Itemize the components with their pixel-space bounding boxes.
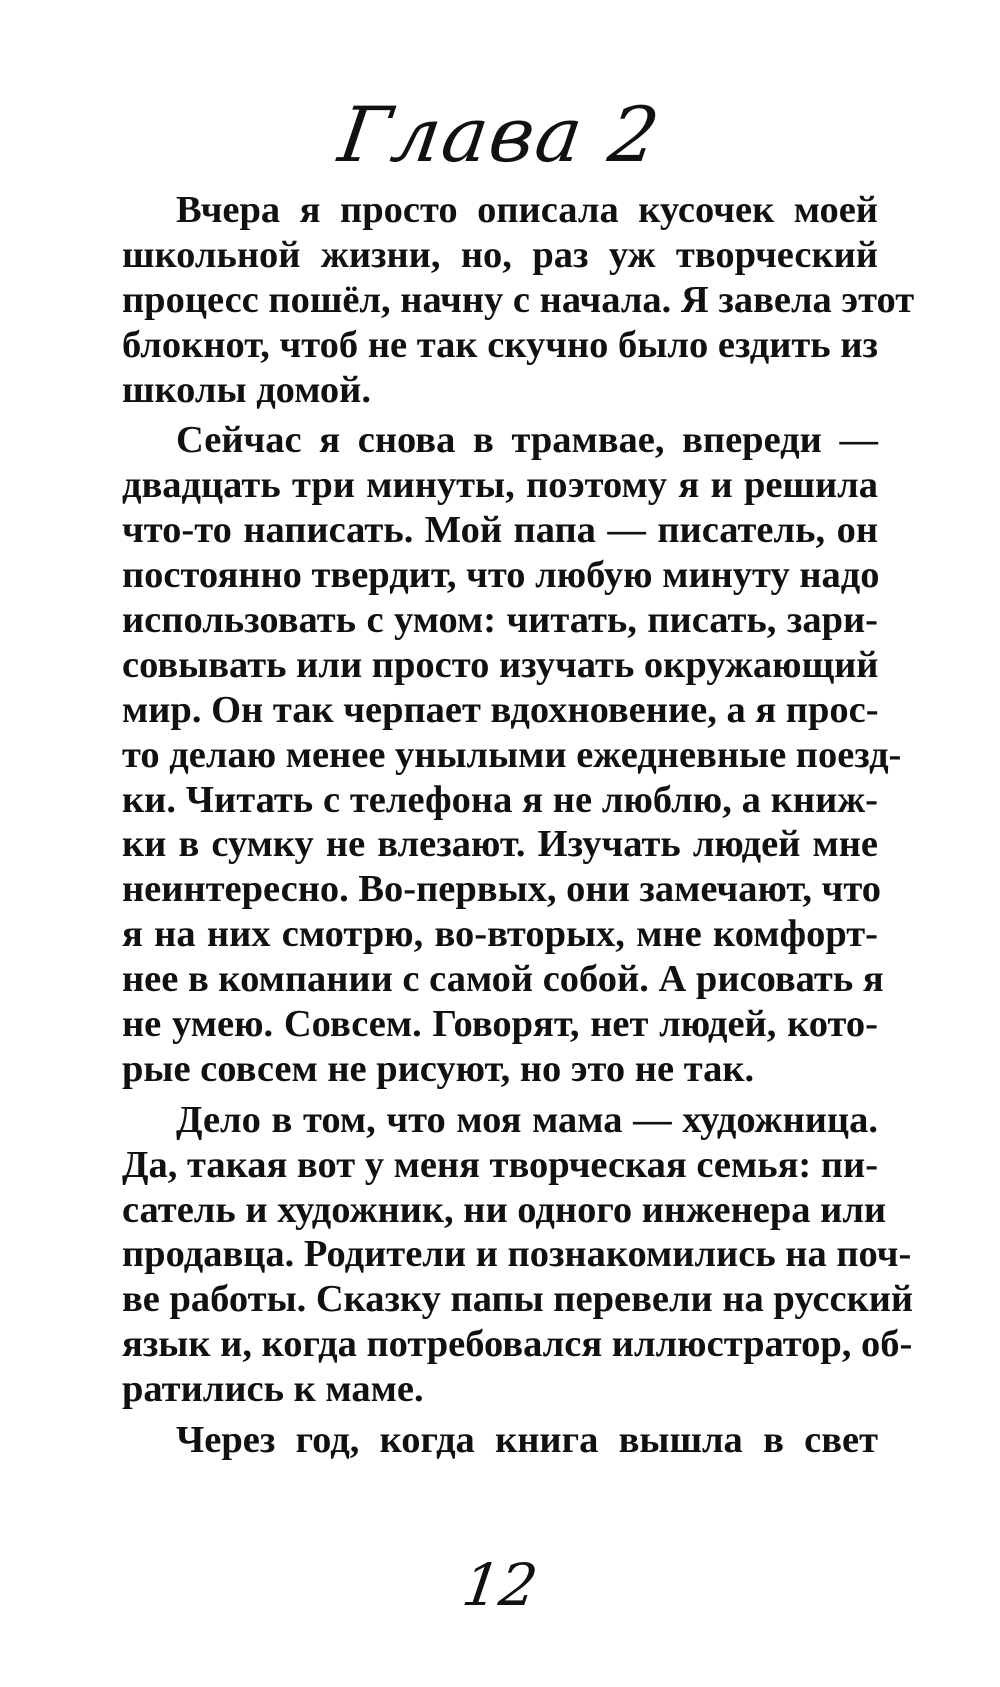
chapter-text [122, 188, 915, 1463]
paragraph [122, 418, 902, 1091]
text-line: неинтересно. Во-первых, они замечают, что [122, 868, 881, 911]
text-line: я на них смотрю, во-вторых, мне комфорт- [122, 913, 878, 956]
text-line: процесс пошёл, начну с начала. Я завела этот [122, 278, 915, 321]
paragraph [122, 1098, 914, 1412]
text-line: нее в компании с самой собой. А рисовать я [122, 958, 884, 1001]
chapter-title: Глава 2 [333, 90, 667, 179]
text-line: ратились к маме. [122, 1368, 424, 1411]
text-line: ве работы. Сказку папы перевели на русский [122, 1278, 914, 1321]
paragraph [122, 1418, 878, 1463]
text-line: мир. Он так черпает вдохновение, а я прос- [122, 688, 879, 731]
text-line: не умею. Совсем. Говорят, нет людей, кото- [122, 1003, 878, 1046]
text-line: рые совсем не рисуют, но это не так. [122, 1047, 755, 1090]
text-line: использовать с умом: читать, писать, зари- [122, 599, 878, 642]
text-line: ки в сумку не влезают. Изучать людей мне [122, 823, 878, 866]
paragraph [122, 188, 915, 412]
text-line: постоянно твердит, что любую минуту надо [122, 554, 880, 597]
text-line: ки. Читать с телефона я не люблю, а книж- [122, 778, 878, 821]
text-line: Да, такая вот у меня творческая семья: пи- [122, 1143, 879, 1186]
text-line: продавца. Родители и познакомились на поч- [122, 1233, 912, 1276]
text-line: школы домой. [122, 368, 371, 411]
text-line: Дело в том, что моя мама — художница. [176, 1098, 878, 1141]
text-line: совывать или просто изучать окружающий [122, 643, 879, 686]
page-number: 12 [458, 1551, 542, 1619]
text-line: что-то написать. Мой папа — писатель, он [122, 509, 878, 552]
text-line: Сейчас я снова в трамвае, впереди — [176, 419, 878, 462]
text-line: Через год, когда книга вышла в свет [176, 1419, 878, 1462]
text-line: то делаю менее унылыми ежедневные поезд- [122, 733, 902, 776]
text-line: Вчера я просто описала кусочек моей [176, 189, 878, 231]
text-line: школьной жизни, но, раз уж творческий [122, 233, 878, 276]
text-line: блокнот, чтоб не так скучно было ездить из [122, 323, 878, 366]
text-line: сатель и художник, ни одного инженера или [122, 1188, 887, 1231]
text-line: язык и, когда потребовался иллюстратор, об- [122, 1323, 913, 1366]
text-line: двадцать три минуты, поэтому я и решила [122, 464, 878, 507]
